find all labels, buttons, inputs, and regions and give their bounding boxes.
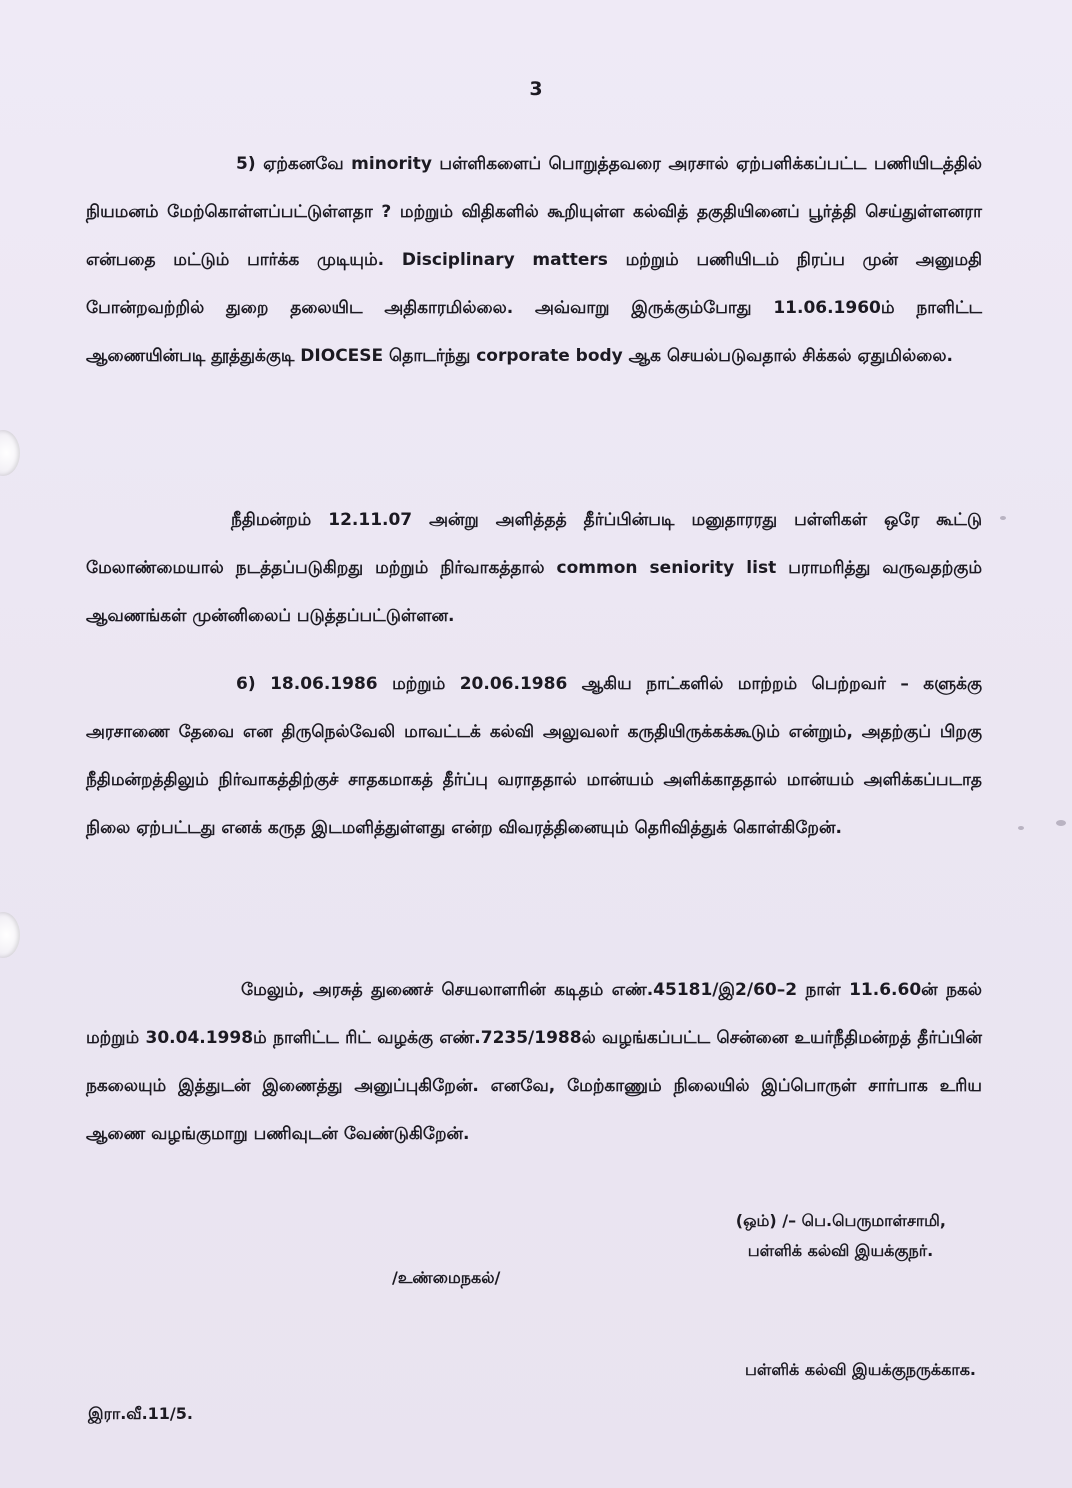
- reference-initials: இரா.வீ.11/5.: [88, 1404, 193, 1423]
- paper-speck: [1056, 820, 1066, 826]
- paper-speck: [1018, 826, 1024, 830]
- page-number: 3: [529, 78, 543, 100]
- punch-hole-mark: [0, 430, 20, 476]
- signatory-designation: பள்ளிக் கல்வி இயக்குநர்.: [747, 1241, 934, 1260]
- paragraph-enclosures: மேலும், அரசுத் துணைச் செயலாளரின் கடிதம் எண்.45181/இ2/60–2 நாள் 11.6.60ன் நகல் மற்றும் 30.04.1998ம் நாளிட்ட ரிட் வழக்கு எண்.7235/1988ல் வழங்கப்பட்ட சென்னை உயர்நீதிமன்றத் தீர்ப்பின் நகலையும் இத்துடன் இணைத்து அனுப்புகிறேன். எனவே, மேற்காணும் நிலையில் இப்பொருள் சார்பாக உரிய ஆணை வழங்குமாறு பணிவுடன் வேண்டுகிறேன்.: [86, 980, 982, 1144]
- paragraph-court-judgment: நீதிமன்றம் 12.11.07 அன்று அளித்தத் தீர்ப்பின்படி மனுதாரரது பள்ளிகள் ஒரே கூட்டு மேலாண்மையால் நடத்தப்படுகிறது மற்றும் நிர்வாகத்தால் common seniority list பராமரித்து வருவதற்கும் ஆவணங்கள் முன்னிலைப் படுத்தப்பட்டுள்ளன.: [86, 510, 982, 626]
- punch-hole-mark: [0, 912, 20, 958]
- signature-block: [736, 1206, 946, 1266]
- on-behalf-of-label: பள்ளிக் கல்வி இயக்குநருக்காக.: [745, 1360, 976, 1379]
- signatory-name: (ஒம்) /– பெ.பெருமாள்சாமி,: [735, 1211, 946, 1230]
- paragraph-5: 5) ஏற்கனவே minority பள்ளிகளைப் பொறுத்தவரை அரசால் ஏற்பளிக்கப்பட்ட பணியிடத்தில் நியமனம் மேற்கொள்ளப்பட்டுள்ளதா ? மற்றும் விதிகளில் கூறியுள்ள கல்வித் தகுதியினைப் பூர்த்தி செய்துள்ளனரா என்பதை மட்டும் பார்க்க முடியும். Disciplinary matters மற்றும் பணியிடம் நிரப்ப முன் அனுமதி போன்றவற்றில் துறை தலையிட அதிகாரமில்லை. அவ்வாறு இருக்கும்போது 11.06.1960ம் நாளிட்ட ஆணையின்படி தூத்துக்குடி DIOCESE தொடர்ந்து corporate body ஆக செயல்படுவதால் சிக்கல் ஏதுமில்லை.: [86, 154, 982, 366]
- paragraph-6: 6) 18.06.1986 மற்றும் 20.06.1986 ஆகிய நாட்களில் மாற்றம் பெற்றவர் – களுக்கு அரசாணை தேவை என திருநெல்வேலி மாவட்டக் கல்வி அலுவலர் கருதியிருக்கக்கூடும் என்றும், அதற்குப் பிறகு நீதிமன்றத்திலும் நிர்வாகத்திற்குச் சாதகமாகத் தீர்ப்பு வராததால் மான்யம் அளிக்காததால் மான்யம் அளிக்கப்படாத நிலை ஏற்பட்டது எனக் கருத இடமளித்துள்ளது என்ற விவரத்தினையும் தெரிவித்துக் கொள்கிறேன்.: [86, 674, 982, 838]
- paper-speck: [1000, 516, 1006, 520]
- true-copy-label: /உண்மைநகல்/: [392, 1268, 501, 1287]
